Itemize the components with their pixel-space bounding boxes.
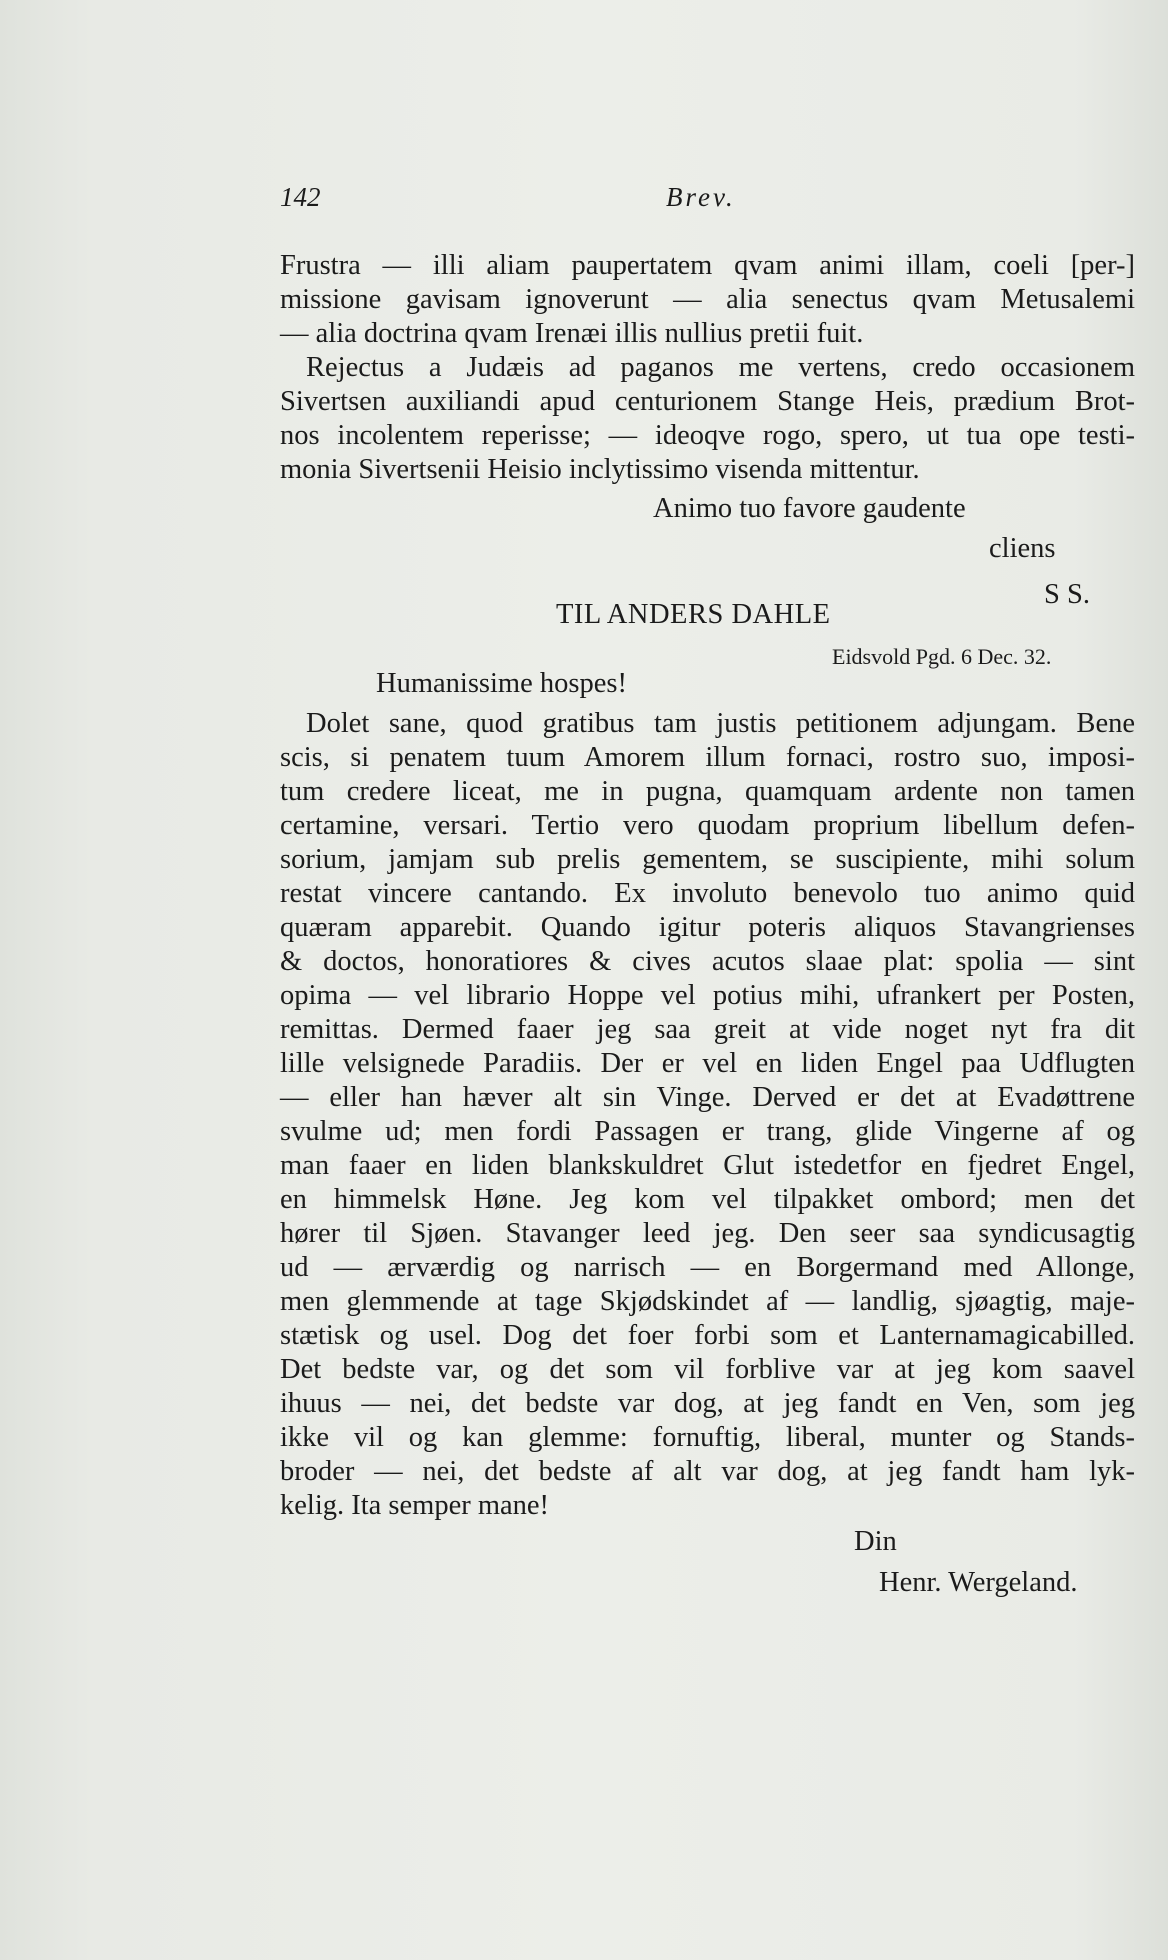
letter-2-line: broder — nei, det bedste af alt var dog, at jeg fandt ham lyk- <box>280 1456 1135 1487</box>
letter-1-line: Sivertsen auxiliandi apud centurionem Stange Heis, prædium Brot- <box>280 386 1135 417</box>
letter-2-line: remittas. Dermed faaer jeg saa greit at vide noget nyt fra dit <box>280 1014 1135 1045</box>
letter-2-line: restat vincere cantando. Ex involuto benevolo tuo animo quid <box>280 878 1135 909</box>
page-header <box>280 182 1100 218</box>
letter-1-line: — alia doctrina qvam Irenæi illis nullius pretii fuit. <box>280 318 864 349</box>
letter-2-line: en himmelsk Høne. Jeg kom vel tilpakket ombord; men det <box>280 1184 1135 1215</box>
letter-1-closing: Animo tuo favore gaudente <box>653 493 966 524</box>
letter-2-line: scis, si penatem tuum Amorem illum fornaci, rostro suo, imposi- <box>280 742 1135 773</box>
letter-2-line: men glemmende at tage Skjødskindet af — landlig, sjøagtig, maje- <box>280 1286 1135 1317</box>
letter-2-line: tum credere liceat, me in pugna, quamquam ardente non tamen <box>280 776 1135 807</box>
letter-2-line: Dolet sane, quod gratibus tam justis petitionem adjungam. Bene <box>306 708 1135 739</box>
letter-2-line: & doctos, honoratiores & cives acutos slaae plat: spolia — sint <box>280 946 1135 977</box>
letter-1-line: missione gavisam ignoverunt — alia senectus qvam Metusalemi <box>280 284 1135 315</box>
letter-2-line: ikke vil og kan glemme: fornuftig, liberal, munter og Stands- <box>280 1422 1135 1453</box>
letter-2-line: svulme ud; men fordi Passagen er trang, glide Vingerne af og <box>280 1116 1135 1147</box>
letter-2-line: ud — ærværdig og narrisch — en Borgermand med Allonge, <box>280 1252 1135 1283</box>
letter-1-line: nos incolentem reperisse; — ideoqve rogo, spero, ut tua ope testi- <box>280 420 1135 451</box>
letter-2-line: certamine, versari. Tertio vero quodam proprium libellum defen- <box>280 810 1135 841</box>
letter-2-line: ihuus — nei, det bedste var dog, at jeg fandt en Ven, som jeg <box>280 1388 1135 1419</box>
letter-1-line: monia Sivertsenii Heisio inclytissimo visenda mittentur. <box>280 454 920 485</box>
letter-2-line: opima — vel librario Hoppe vel potius mihi, ufrankert per Posten, <box>280 980 1135 1011</box>
letter-2-place-date: Eidsvold Pgd. 6 Dec. 32. <box>832 644 1052 669</box>
letter-1-line: Rejectus a Judæis ad paganos me vertens, credo occasionem <box>306 352 1135 383</box>
letter-2-line: hører til Sjøen. Stavanger leed jeg. Den seer saa syndicusagtig <box>280 1218 1135 1249</box>
letter-2-line: Det bedste var, og det som vil forblive var at jeg kom saavel <box>280 1354 1135 1385</box>
letter-2-heading: TIL ANDERS DAHLE <box>556 599 831 630</box>
letter-2-line: quæram apparebit. Quando igitur poteris aliquos Stavangrienses <box>280 912 1135 943</box>
letter-1-signature: S S. <box>1044 579 1090 610</box>
letter-1-cliens: cliens <box>989 533 1056 564</box>
letter-2-closing: Din <box>854 1526 897 1557</box>
running-head: Brev. <box>666 182 736 212</box>
letter-2-line: stætisk og usel. Dog det foer forbi som et Lanternamagicabilled. <box>280 1320 1135 1351</box>
letter-2-line: kelig. Ita semper mane! <box>280 1490 550 1521</box>
letter-2-signature: Henr. Wergeland. <box>879 1567 1078 1598</box>
letter-2-line: lille velsignede Paradiis. Der er vel en liden Engel paa Udflugten <box>280 1048 1135 1079</box>
letter-2-salutation: Humanissime hospes! <box>376 668 627 699</box>
letter-2-line: — eller han hæver alt sin Vinge. Derved er det at Evadøttrene <box>280 1082 1135 1113</box>
letter-2-line: man faaer en liden blankskuldret Glut istedetfor en fjedret Engel, <box>280 1150 1135 1181</box>
letter-2-line: sorium, jamjam sub prelis gementem, se suscipiente, mihi solum <box>280 844 1135 875</box>
letter-1-line: Frustra — illi aliam paupertatem qvam animi illam, coeli [per-] <box>280 250 1135 281</box>
page-number: 142 <box>280 182 321 212</box>
